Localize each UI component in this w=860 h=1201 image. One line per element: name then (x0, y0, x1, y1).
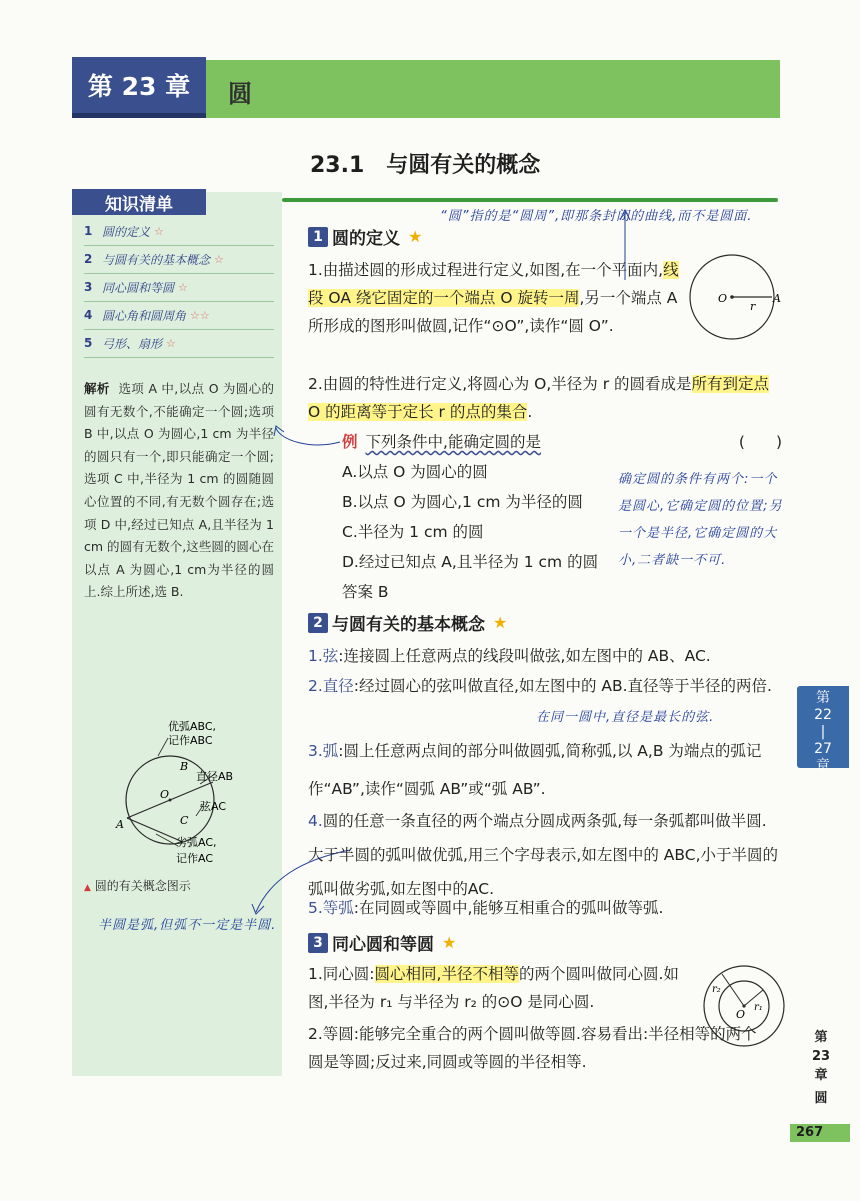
star-icon: ☆ (178, 280, 188, 294)
semicircle-note: 半圆是弧,但弧不一定是半圆. (98, 918, 277, 933)
side-text: 章 (814, 1068, 828, 1083)
concept-equal-arc (308, 894, 780, 922)
star-icon: ★ (442, 933, 457, 952)
fig-label-r1: r₁ (754, 1002, 763, 1013)
fig-label-A: A (773, 292, 781, 305)
side-text: 第 (814, 1030, 828, 1045)
text: ,另一个端点 A 所形成的图形叫做圆,记作“⊙O”,读作“圆 O”. (308, 289, 678, 335)
toc-label: 圆心角和圆周角 (102, 308, 187, 323)
chapter-tag: 第 23 章 (72, 57, 206, 113)
figure-label-A: A (116, 818, 124, 831)
text: . (527, 403, 533, 421)
figure-label-diameter: 直径AB (196, 770, 234, 783)
concept-text: :圆上任意两点间的部分叫做圆弧,简称弧,以 A,B 为端点的弧记作“AB”,读作“圆弧 AB”或“弧 AB”. (308, 742, 762, 798)
concept-arc (308, 732, 780, 808)
section-2-heading (308, 610, 507, 635)
option-b: B.以点 O 为圆心,1 cm 为半径的圆 (342, 493, 583, 511)
side-text: 圆 (814, 1091, 828, 1106)
tab-text: 第 (816, 690, 830, 706)
section-badge: 1 (308, 227, 328, 247)
figure-label-O: O (160, 788, 170, 801)
concept-diameter (308, 672, 780, 700)
fig-label-O: O (736, 1008, 746, 1021)
text: 的两个圆叫做同心圆.如图,半径为 r₁ 与半径为 r₂ 的⊙O 是同心圆. (308, 965, 679, 1011)
side-text: 23 (811, 1049, 831, 1064)
example-question-text: 下列条件中,能确定圆的是 (365, 433, 541, 451)
chapter-range-tab[interactable] (797, 686, 849, 774)
text: 2.由圆的特性进行定义,将圆心为 O,半径为 r 的圆看成是 (308, 375, 692, 393)
side-chapter-label (806, 1028, 836, 1108)
fig-label-r: r (750, 300, 756, 313)
toc-num: 1 (84, 224, 93, 238)
tab-text: 章 (816, 758, 830, 774)
toc-num: 2 (84, 252, 93, 266)
figure-label-major-arc: 优弧ABC, (168, 720, 217, 733)
circle-figure (686, 252, 786, 344)
section-badge: 2 (308, 613, 328, 633)
determine-circle-note: 确定圆的条件有两个:一个是圆心,它确定圆的位置;另一个是半径,它确定圆的大小,二者缺一不可. (618, 472, 783, 568)
section-title: 圆的定义 (332, 229, 400, 249)
toc-num: 4 (84, 308, 93, 322)
chapter-title: 圆 (228, 80, 252, 108)
example-label: 例 (342, 433, 358, 451)
text: 1.同心圆: (308, 965, 375, 983)
section-1-heading (308, 224, 422, 249)
knowledge-list-tag: 知识清单 (72, 189, 206, 215)
section-title: 23.1 与圆有关的概念 (310, 153, 541, 178)
equal-circles-paragraph: 2.等圆:能够完全重合的两个圆叫做等圆.容易看出:半径相等的两个圆是等圆;反过来,同圆或等圆的半径相等. (308, 1025, 757, 1071)
section-badge: 3 (308, 933, 328, 953)
star-icon: ☆ (214, 252, 224, 266)
toc-label: 同心圆和等圆 (102, 280, 175, 295)
concept-text: :在同圆或等圆中,能够互相重合的弧叫做等弧. (353, 899, 664, 917)
diameter-note: 在同一圆中,直径是最长的弦. (536, 710, 715, 725)
toc-num: 5 (84, 336, 93, 350)
example-question (342, 428, 782, 456)
figure-label-B: B (180, 760, 189, 773)
figure-label-minor-arc: 劣弧AC, (176, 836, 217, 849)
star-icon: ☆ (154, 224, 164, 238)
text: 1.由描述圆的形成过程进行定义,如图,在一个平面内, (308, 261, 664, 279)
concentric-circles-paragraph (308, 960, 698, 1016)
triangle-icon: ▲ (84, 883, 91, 893)
definition-paragraph-1 (308, 256, 680, 340)
toc-num: 3 (84, 280, 93, 294)
answer-paren: ( ) (738, 433, 782, 451)
concept-label: 2.直径 (308, 677, 354, 695)
chapter-band (200, 60, 780, 118)
concept-label: 1.弦 (308, 647, 339, 665)
concept-text: 圆的任意一条直径的两个端点分圆成两条弧,每一条弧都叫做半圆.大于半圆的弧叫做优弧,用三个字母表示,如左图中的 ABC,小于半圆的弧叫做劣弧,如左图中的AC. (308, 812, 778, 898)
star-icon: ☆☆ (190, 308, 210, 322)
highlight-text: 线段 OA 绕它固定的一个端点 O 旋转一周 (308, 261, 679, 307)
definition-paragraph-2 (308, 370, 778, 426)
circle-definition-note: “圆”指的是“圆周”,即那条封闭的曲线,而不是圆面. (440, 209, 753, 224)
concept-label: 5.等弧 (308, 899, 354, 917)
analysis-body: 选项 A 中,以点 O 为圆心的圆有无数个,不能确定一个圆;选项 B 中,以点 O 为圆心,1 cm 为半径的圆只有一个,即只能确定一个圆;选项 C 中,半径为 1 cm 的圆随圆心位置的不同,有无数个圆存在;选项 D 中,经过已知点 A,且半径为 1 cm 的圆有无数个,这些圆的圆心在以点 A 为圆心,1 cm为半径的圆上.综上所述,选 B. (84, 381, 274, 600)
concept-semicircle (308, 804, 780, 906)
concept-label: 3.弧 (308, 742, 339, 760)
fig-label-r2: r₂ (712, 984, 721, 995)
star-icon: ★ (408, 227, 423, 246)
section-3-heading (308, 930, 456, 955)
option-a: A.以点 O 为圆心的圆 (342, 463, 488, 481)
concept-text: :经过圆心的弦叫做直径,如左图中的 AB.直径等于半径的两倍. (353, 677, 772, 695)
section-title: 与圆有关的基本概念 (332, 615, 485, 635)
figure-label-major-arc-notation: 记作ABC (168, 734, 213, 747)
figure-label-minor-arc-notation: 记作AC (176, 852, 214, 865)
option-c: C.半径为 1 cm 的圆 (342, 523, 484, 541)
section-title: 同心圆和等圆 (332, 935, 434, 955)
page-number: 267 (790, 1124, 850, 1142)
toc-label: 与圆有关的基本概念 (102, 252, 211, 267)
concept-chord (308, 642, 780, 670)
toc-label: 弓形、扇形 (102, 336, 163, 351)
figure-caption-text: 圆的有关概念图示 (94, 879, 191, 893)
highlight-text: 圆心相同,半径不相等 (374, 965, 519, 983)
tab-text: 22 (814, 707, 832, 723)
tab-text: 27 (814, 741, 832, 757)
toc-label: 圆的定义 (102, 224, 151, 239)
fig-label-O: O (718, 292, 728, 305)
concept-label: 4. (308, 812, 323, 830)
figure-label-C: C (180, 814, 189, 827)
tab-text: | (820, 724, 826, 740)
highlight-text: 所有到定点 O 的距离等于定长 r 的点的集合 (308, 375, 770, 421)
star-icon: ☆ (166, 336, 176, 350)
figure-label-chord: 弦AC (200, 800, 227, 813)
star-icon: ★ (493, 613, 508, 632)
concept-text: :连接圆上任意两点的线段叫做弦,如左图中的 AB、AC. (338, 647, 711, 665)
figure-caption (84, 877, 191, 894)
example-answer: 答案 B (342, 583, 389, 601)
option-d: D.经过已知点 A,且半径为 1 cm 的圆 (342, 553, 599, 571)
analysis-label: 解析 (84, 381, 110, 396)
